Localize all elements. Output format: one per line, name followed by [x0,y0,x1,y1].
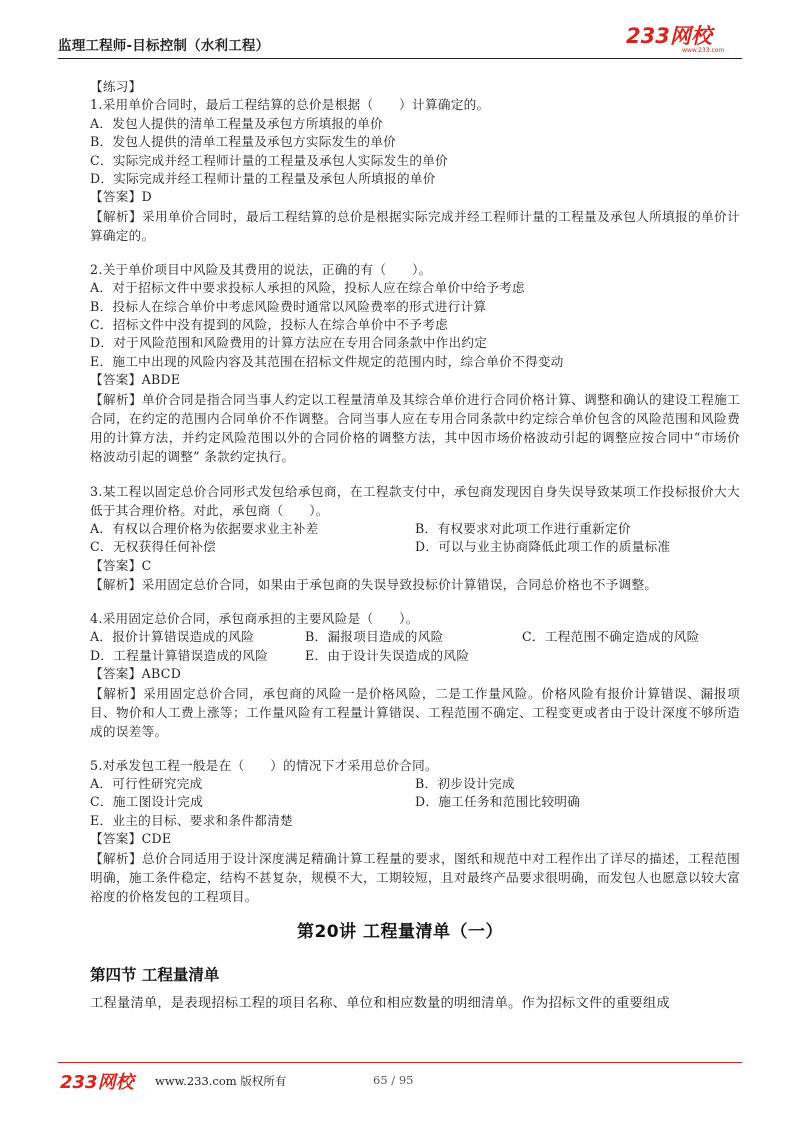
option-c: C．无权获得任何补偿 [90,539,216,555]
logo-text: 233网校 [626,24,712,48]
section-intro: 工程量清单，是表现招标工程的项目名称、单位和相应数量的明细清单。作为招标文件的重要组成 [90,996,670,1011]
footer-copyright: www.233.com 版权所有 [155,1074,287,1088]
option-a: A．报价计算错误造成的风险 [90,629,255,645]
option-c: C．实际完成并经工程师计量的工程量及承包人实际发生的单价 [90,152,449,168]
brand-logo [624,24,742,54]
option-d: D．工程量计算错误造成的风险 [90,647,269,663]
practice-label: 【练习】 [90,79,142,94]
question-2 [90,261,740,466]
answer: 【答案】ABDE [90,372,181,388]
header-divider [58,58,742,59]
analysis: 【解析】采用固定总价合同，承包商的风险一是价格风险，二是工作量风险。价格风险有报价计算错误、漏报项目、物价和人工费上涨等；工作量风险有工程量计算错误、工程范围不确定、工程变更或者由于设计深度不够所造成的误差等。 [90,685,740,739]
analysis: 【解析】采用固定总价合同，如果由于承包商的失误导致投标价计算错误，合同总价格也不予调整。 [90,576,658,592]
option-d: D．可以与业主协商降低此项工作的质量标准 [415,539,671,555]
header-title: 监理工程师-目标控制（水利工程） [58,38,270,54]
section-title: 第四节 工程量清单 [90,966,220,984]
option-d: D．施工任务和范围比较明确 [415,794,581,810]
option-e: E．由于设计失误造成的风险 [305,647,470,663]
option-c: C．施工图设计完成 [90,794,204,810]
question-stem: 1.采用单价合同时，最后工程结算的总价是根据（ ）计算确定的。 [90,97,490,113]
option-a: A．有权以合理价格为依据要求业主补差 [90,520,319,536]
question-1 [90,96,740,244]
option-a: A．发包人提供的清单工程量及承包方所填报的单价 [90,115,384,131]
option-e: E．业主的目标、要求和条件都清楚 [90,812,293,828]
answer: 【答案】C [90,557,152,573]
question-stem: 4.采用固定总价合同，承包商承担的主要风险是（ ）。 [90,610,419,626]
option-a: A．对于招标文件中要求投标人承担的风险，投标人应在综合单价中给予考虑 [90,280,525,296]
answer: 【答案】ABCD [90,666,182,682]
question-5 [90,757,740,906]
option-a: A．可行性研究完成 [90,775,203,791]
page-header [58,24,742,54]
footer-logo: 233网校 [60,1072,134,1093]
option-b: B．有权要求对此项工作进行重新定价 [415,520,631,536]
option-c: C．招标文件中没有提到的风险，投标人在综合单价中不予考虑 [90,317,449,333]
footer-divider [58,1062,742,1063]
analysis: 【解析】采用单价合同时，最后工程结算的总价是根据实际完成并经工程师计量的工程量及承包人所填报的单价计算确定的。 [90,208,740,243]
answer: 【答案】D [90,189,152,205]
answer: 【答案】CDE [90,831,172,847]
logo-subtext: www.233.com [682,47,725,54]
option-b: B．发包人提供的清单工程量及承包方实际发生的单价 [90,134,397,150]
option-b: B．投标人在综合单价中考虑风险费时通常以风险费率的形式进行计算 [90,298,487,314]
logo-mark-icon [624,24,742,54]
question-stem: 2.关于单价项目中风险及其费用的说法，正确的有（ ）。 [90,261,432,277]
analysis: 【解析】单价合同是指合同当事人约定以工程量清单及其综合单价进行合同价格计算、调整和确认的建设工程施工合同，在约定的范围内合同单价不作调整。合同当事人应在专用合同条款中约定综合单价包含的风险范围和风险费用的计算方法，并约定风险范围以外的合同价格的调整方法，其中因市场价格波动引起的调整应按合同中“市场价格波动引起的调整” 条款约定执行。 [90,391,740,464]
page-number: 65 / 95 [373,1073,414,1087]
option-b: B．初步设计完成 [415,775,515,791]
option-d: D．对于风险范围和风险费用的计算方法应在专用合同条款中作出约定 [90,335,488,351]
question-stem: 5.对承发包工程一般是在（ ）的情况下才采用总价合同。 [90,757,438,773]
option-d: D．实际完成并经工程师计量的工程量及承包人所填报的单价 [90,171,436,187]
analysis: 【解析】总价合同适用于设计深度满足精确计算工程量的要求，图纸和规范中对工程作出了详尽的描述，工程范围明确，施工条件稳定，结构不甚复杂，规模不大，工期较短，且对最终产品要求很明确，而发包人也愿意以较大富裕度的价格发包的工程项目。 [90,850,740,904]
option-e: E．施工中出现的风险内容及其范围在招标文件规定的范围内时，综合单价不得变动 [90,353,564,369]
question-4 [90,610,740,741]
option-b: B．漏报项目造成的风险 [305,629,444,645]
question-stem: 3.某工程以固定总价合同形式发包给承包商，在工程款支付中，承包商发现因自身失误导致某项工作投标报价大大低于其合理价格。对此，承包商（ ）。 [90,483,740,518]
question-3 [90,482,740,594]
practice-section [90,78,740,906]
lecture-title: 第20讲 工程量清单（一） [296,922,504,942]
option-c: C．工程范围不确定造成的风险 [522,629,700,645]
